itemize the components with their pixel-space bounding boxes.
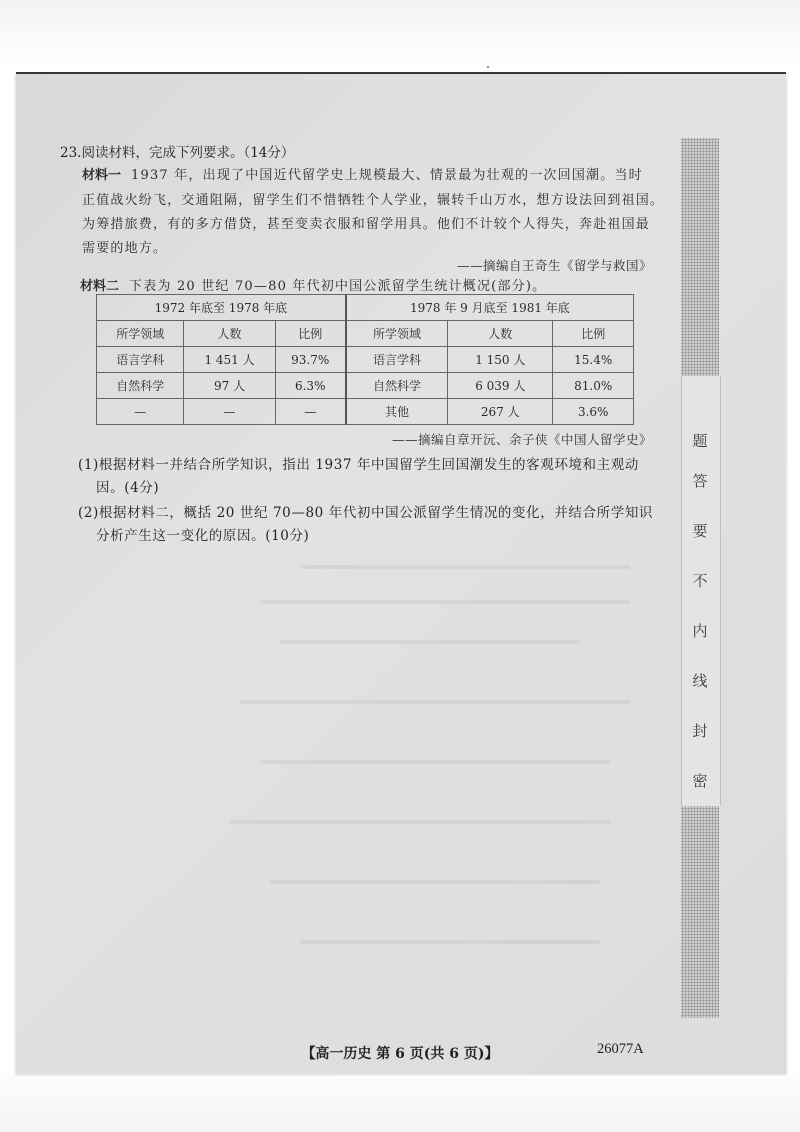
period-right-header: 1978 年 9 月底至 1981 年底 [346, 295, 634, 321]
seal-char: 题 [692, 432, 708, 450]
material-two-line [80, 275, 546, 294]
material-two-label: 材料二 [80, 279, 120, 294]
seal-char: 不 [692, 572, 708, 590]
column-header: 比例 [553, 321, 634, 347]
table-cell: 6 039 人 [448, 373, 553, 399]
table-cell: — [184, 399, 275, 425]
table-cell: 6.3% [275, 373, 346, 399]
column-header: 所学领域 [346, 321, 448, 347]
table-cell: — [97, 399, 184, 425]
column-header: 所学领域 [97, 321, 184, 347]
material-two-source: ——摘编自章开沅、余子侠《中国人留学史》 [391, 432, 652, 447]
seal-char: 封 [692, 722, 708, 740]
table-cell: 语言学科 [97, 347, 184, 373]
table-cell: 1 451 人 [184, 347, 275, 373]
period-left-header: 1972 年底至 1978 年底 [97, 295, 346, 321]
material-one-line: 正值战火纷飞，交通阻隔，留学生们不惜牺牲个人学业，辗转千山万水，想方设法回到祖国。 [82, 193, 665, 208]
table-cell: 97 人 [184, 373, 275, 399]
sub-question-2-line: 分析产生这一变化的原因。(10分) [96, 528, 310, 544]
material-one-source: ——摘编自王奇生《留学与救国》 [456, 258, 652, 273]
show-through-line [300, 940, 600, 944]
table-cell: 93.7% [275, 347, 346, 373]
table-cell: 语言学科 [346, 347, 448, 373]
show-through-line [280, 640, 580, 644]
column-header: 人数 [184, 321, 275, 347]
material-two-intro: 下表为 20 世纪 70—80 年代初中国公派留学生统计概况(部分)。 [129, 279, 547, 294]
table-row [97, 399, 634, 425]
seal-char: 线 [692, 672, 708, 690]
seal-char: 密 [692, 772, 708, 790]
table-row [97, 347, 634, 373]
seal-char: 答 [692, 472, 708, 490]
material-one-line: 为筹措旅费，有的多方借贷，甚至变卖衣服和留学用具。他们不计较个人得失，奔赴祖国最 [82, 217, 651, 232]
table-cell: — [275, 399, 346, 425]
seal-char: 内 [692, 622, 708, 640]
material-one-line: 需要的地方。 [82, 241, 168, 256]
column-header: 比例 [275, 321, 346, 347]
statistics-table [96, 294, 634, 425]
exam-code: 26077A [597, 1041, 644, 1057]
table-cell: 自然科学 [346, 373, 448, 399]
show-through-line [260, 760, 610, 764]
table-cell: 自然科学 [97, 373, 184, 399]
show-through-line [260, 600, 630, 604]
seal-char: 要 [692, 522, 708, 540]
table-row [97, 373, 634, 399]
column-header: 人数 [448, 321, 553, 347]
show-through-line [230, 820, 610, 824]
table-cell: 3.6% [553, 399, 634, 425]
table-cell: 15.4% [553, 347, 634, 373]
sub-question-1-line: (1)根据材料一并结合所学知识，指出 1937 年中国留学生回国潮发生的客观环境和主观动 [78, 457, 639, 473]
table-cell: 1 150 人 [448, 347, 553, 373]
material-one-text: 1937 年，出现了中国近代留学史上规模最大、情景最为壮观的一次回国潮。当时 [131, 168, 643, 183]
table-period-row [97, 295, 634, 321]
table-cell: 其他 [346, 399, 448, 425]
question-title: 23.阅读材料，完成下列要求。（14分） [60, 145, 295, 161]
table-header-row [97, 321, 634, 347]
material-one-label: 材料一 [82, 168, 122, 183]
dust-mark [487, 66, 489, 68]
table-cell: 81.0% [553, 373, 634, 399]
table-cell: 267 人 [448, 399, 553, 425]
show-through-line [240, 700, 630, 704]
page-footer: 【高一历史 第 6 页(共 6 页)】 [301, 1046, 499, 1062]
material-one-line [82, 164, 643, 183]
sub-question-2-line: (2)根据材料二，概括 20 世纪 70—80 年代初中国公派留学生情况的变化，并结合所学知识 [78, 505, 654, 521]
show-through-line [300, 565, 630, 569]
show-through-line [270, 880, 600, 884]
sub-question-1-line: 因。(4分) [96, 480, 160, 496]
